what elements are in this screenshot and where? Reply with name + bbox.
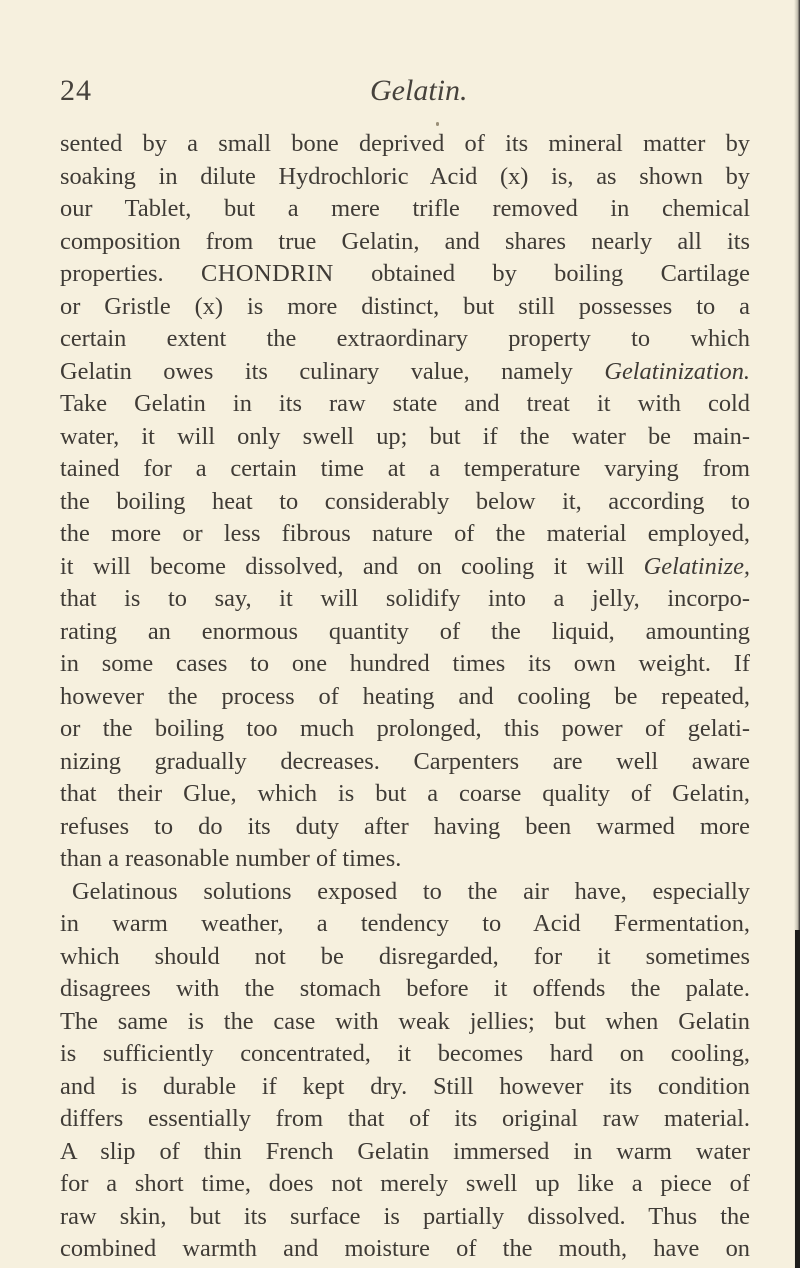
text-line: rating an enormous quantity of the liquid, amounting — [60, 617, 750, 645]
text-line: and is durable if kept dry. Still however its condition — [60, 1072, 750, 1100]
text-line: it will become dissolved, and on cooling it will Gelatinize, — [60, 552, 750, 580]
text-line: composition from true Gelatin, and shares nearly all its — [60, 227, 750, 255]
text-line: is sufficiently concentrated, it becomes hard on cooling, — [60, 1040, 750, 1067]
page-edge-dark — [795, 930, 800, 1268]
body-text — [60, 128, 750, 1266]
text-line: Gelatin owes its culinary value, namely Gelatinization. — [60, 357, 750, 385]
text-line: our Tablet, but a mere trifle removed in chemical — [60, 195, 750, 222]
text-line-paragraph-start: Gelatinous solutions exposed to the air have, especially — [72, 877, 750, 905]
text-line: properties. CHONDRIN obtained by boiling Cartilage — [60, 260, 750, 287]
text-line: however the process of heating and cooling be repeated, — [60, 682, 750, 710]
page-header — [60, 74, 740, 114]
text-line: for a short time, does not merely swell up like a piece of — [60, 1170, 750, 1197]
text-line: water, it will only swell up; but if the water be main- — [60, 422, 750, 450]
page-number: 24 — [60, 74, 92, 107]
text-line: sented by a small bone deprived of its mineral matter by — [60, 130, 750, 157]
ink-speck — [436, 122, 439, 126]
text-line: A slip of thin French Gelatin immersed in warm water — [60, 1137, 750, 1165]
text-line: the boiling heat to considerably below it, according to — [60, 487, 750, 515]
text-line: combined warmth and moisture of the mouth, have on — [60, 1235, 750, 1262]
text-line: that is to say, it will solidify into a jelly, incorpo- — [60, 585, 750, 612]
text-line: or Gristle (x) is more distinct, but still possesses to a — [60, 292, 750, 320]
text-line: which should not be disregarded, for it sometimes — [60, 942, 750, 970]
text-line: soaking in dilute Hydrochloric Acid (x) is, as shown by — [60, 162, 750, 190]
text-line: disagrees with the stomach before it offends the palate. — [60, 975, 750, 1002]
text-line: differs essentially from that of its original raw material. — [60, 1105, 750, 1132]
text-line: certain extent the extraordinary property to which — [60, 325, 750, 352]
running-head: Gelatin. — [370, 74, 468, 107]
text-line-paragraph-end: than a reasonable number of times. — [60, 845, 402, 872]
text-line: The same is the case with weak jellies; but when Gelatin — [60, 1007, 750, 1035]
text-line: raw skin, but its surface is partially dissolved. Thus the — [60, 1202, 750, 1230]
text-line: Take Gelatin in its raw state and treat it with cold — [60, 390, 750, 417]
text-line: tained for a certain time at a temperature varying from — [60, 455, 750, 482]
text-line: nizing gradually decreases. Carpenters are well aware — [60, 747, 750, 775]
text-line: the more or less fibrous nature of the material employed, — [60, 520, 750, 547]
text-line: in some cases to one hundred times its own weight. If — [60, 650, 750, 677]
text-line: refuses to do its duty after having been warmed more — [60, 812, 750, 840]
text-line: or the boiling too much prolonged, this power of gelati- — [60, 715, 750, 742]
text-line: in warm weather, a tendency to Acid Fermentation, — [60, 910, 750, 937]
text-line: that their Glue, which is but a coarse quality of Gelatin, — [60, 780, 750, 807]
